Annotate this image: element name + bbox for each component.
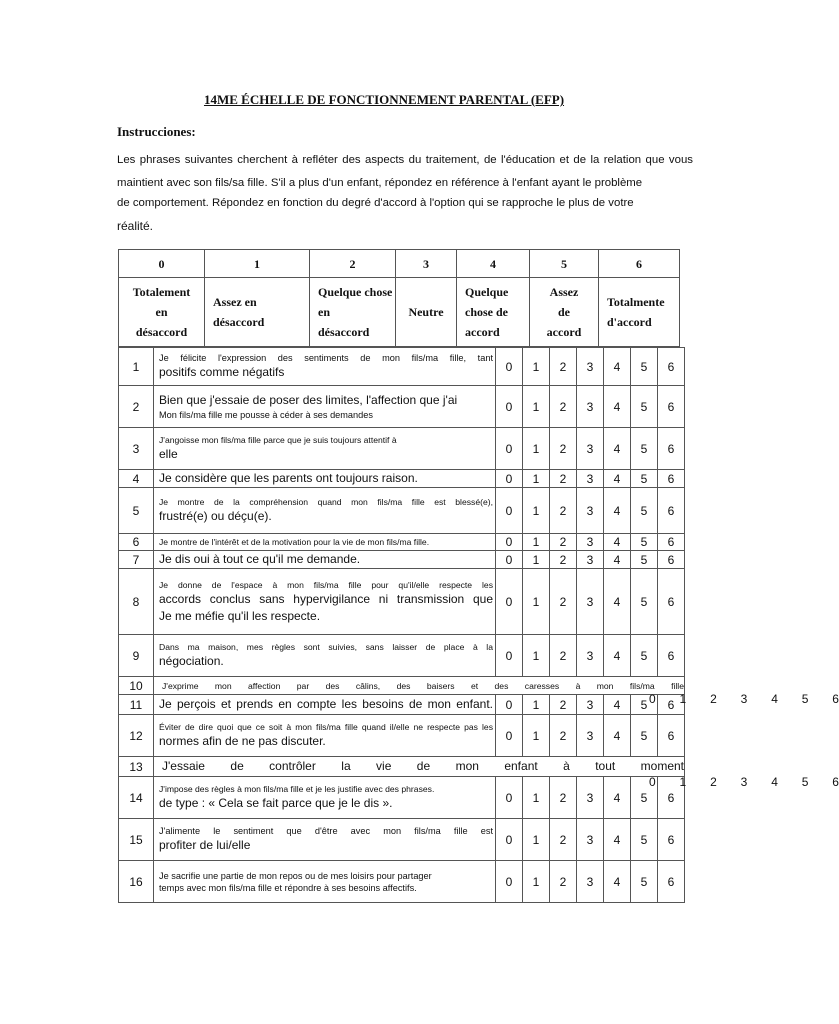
item-number: 11 <box>119 695 154 715</box>
item-statement: J'impose des règles à mon fils/ma fille et je les justifie avec des phrases. de type : « Cela se fait parce que je le dis ». <box>154 777 496 819</box>
item-statement: Je sacrifie une partie de mon repos ou de mes loisirs pour partager temps avec mon fils/ma fille et répondre à ses besoins affectifs. <box>154 861 496 903</box>
response-option-4[interactable]: 4 <box>604 695 631 715</box>
response-option-0[interactable]: 0 <box>496 777 523 819</box>
table-row <box>119 348 685 386</box>
response-option-6[interactable]: 6 <box>658 861 685 903</box>
item-number: 4 <box>119 470 154 488</box>
instructions-heading: Instrucciones: <box>117 124 196 139</box>
response-option-2[interactable]: 2 <box>550 569 577 635</box>
response-option-1[interactable]: 1 <box>523 861 550 903</box>
response-option-2[interactable]: 2 <box>550 695 577 715</box>
item-number: 13 <box>119 757 154 777</box>
item-statement: J'essaie de contrôler la vie de mon enfant à tout moment 0 1 2 3 4 5 6 <box>154 757 685 777</box>
item-number: 3 <box>119 428 154 470</box>
response-option-3[interactable]: 3 <box>577 861 604 903</box>
intro-line-4: réalité. <box>117 219 154 233</box>
scale-label-4: Quelque chose de accord <box>457 278 530 347</box>
response-option-0[interactable]: 0 <box>496 348 523 386</box>
item-number: 16 <box>119 861 154 903</box>
response-option-4[interactable]: 4 <box>604 715 631 757</box>
item-number: 6 <box>119 534 154 551</box>
response-option-0[interactable]: 0 <box>496 488 523 534</box>
scale-value: 2 <box>310 250 396 278</box>
table-row <box>119 715 685 757</box>
scale-label-0: Totalement en désaccord <box>119 278 205 347</box>
item-statement: Je félicite l'expression des sentiments de mon fils/ma fille, tant positifs comme négatifs <box>154 348 496 386</box>
table-row <box>119 819 685 861</box>
table-row <box>119 777 685 819</box>
response-option-5[interactable]: 5 <box>631 428 658 470</box>
response-option-1[interactable]: 1 <box>523 777 550 819</box>
scale-label-3: Neutre <box>396 278 457 347</box>
response-option-2[interactable]: 2 <box>550 861 577 903</box>
response-option-1[interactable]: 1 <box>523 695 550 715</box>
response-option-4[interactable]: 4 <box>604 551 631 569</box>
response-option-2[interactable]: 2 <box>550 715 577 757</box>
item-statement: Éviter de dire quoi que ce soit à mon fils/ma fille quand il/elle ne respecte pas les normes afin de ne pas discuter. <box>154 715 496 757</box>
response-option-2[interactable]: 2 <box>550 428 577 470</box>
response-option-3[interactable]: 3 <box>577 569 604 635</box>
item-statement: Je donne de l'espace à mon fils/ma fille pour qu'il/elle respecte les accords conclus sans hypervigilance ni transmission que Je me méfie qu'il les respecte. <box>154 569 496 635</box>
response-option-6[interactable]: 6 <box>658 348 685 386</box>
scale-value: 4 <box>457 250 530 278</box>
response-option-6[interactable]: 6 <box>658 569 685 635</box>
response-option-0[interactable]: 0 <box>496 819 523 861</box>
scale-value: 0 <box>119 250 205 278</box>
scale-label-2: Quelque chose en désaccord <box>310 278 396 347</box>
item-number: 2 <box>119 386 154 428</box>
item-statement: J'angoisse mon fils/ma fille parce que je suis toujours attentif à elle <box>154 428 496 470</box>
response-option-4[interactable]: 4 <box>604 569 631 635</box>
response-option-0[interactable]: 0 <box>496 534 523 551</box>
inline-response-options: 0 1 2 3 4 5 6 <box>649 691 839 706</box>
response-option-0[interactable]: 0 <box>496 695 523 715</box>
item-statement: Je dis oui à tout ce qu'il me demande. <box>154 551 496 569</box>
response-option-5[interactable]: 5 <box>631 715 658 757</box>
response-option-3[interactable]: 3 <box>577 488 604 534</box>
document-title: 14ME ÉCHELLE DE FONCTIONNEMENT PARENTAL (EFP) <box>203 92 565 107</box>
item-number: 9 <box>119 635 154 677</box>
response-option-2[interactable]: 2 <box>550 551 577 569</box>
response-option-5[interactable]: 5 <box>631 386 658 428</box>
response-option-0[interactable]: 0 <box>496 428 523 470</box>
response-option-0[interactable]: 0 <box>496 715 523 757</box>
response-option-3[interactable]: 3 <box>577 386 604 428</box>
response-option-1[interactable]: 1 <box>523 715 550 757</box>
scale-value: 5 <box>530 250 599 278</box>
scale-value: 6 <box>599 250 680 278</box>
response-option-6[interactable]: 6 <box>658 695 685 715</box>
response-option-3[interactable]: 3 <box>577 635 604 677</box>
response-option-0[interactable]: 0 <box>496 470 523 488</box>
scale-value: 3 <box>396 250 457 278</box>
item-number: 8 <box>119 569 154 635</box>
scale-legend-table <box>118 249 680 347</box>
response-option-5[interactable]: 5 <box>631 635 658 677</box>
response-option-2[interactable]: 2 <box>550 386 577 428</box>
response-option-3[interactable]: 3 <box>577 551 604 569</box>
response-option-1[interactable]: 1 <box>523 428 550 470</box>
response-option-4[interactable]: 4 <box>604 386 631 428</box>
item-statement: J'exprime mon affection par des câlins, des baisers et des caresses à mon fils/ma fille 0 1 2 3 4 5 6 <box>154 677 685 695</box>
response-option-5[interactable]: 5 <box>631 819 658 861</box>
response-option-1[interactable]: 1 <box>523 386 550 428</box>
item-number: 14 <box>119 777 154 819</box>
response-option-3[interactable]: 3 <box>577 348 604 386</box>
item-statement: Je montre de la compréhension quand mon fils/ma fille est blessé(e), frustré(e) ou déçu(e). <box>154 488 496 534</box>
response-option-3[interactable]: 3 <box>577 470 604 488</box>
item-statement: Je considère que les parents ont toujours raison. <box>154 470 496 488</box>
response-option-2[interactable]: 2 <box>550 470 577 488</box>
response-option-1[interactable]: 1 <box>523 635 550 677</box>
items-table <box>118 347 839 903</box>
table-row <box>119 757 685 777</box>
response-option-2[interactable]: 2 <box>550 348 577 386</box>
intro-line-1: Les phrases suivantes cherchent à refléter des aspects du traitement, de l'éducation et de la relation que vous <box>117 154 693 166</box>
table-row <box>119 534 685 551</box>
response-option-5[interactable]: 5 <box>631 569 658 635</box>
response-option-4[interactable]: 4 <box>604 428 631 470</box>
response-option-4[interactable]: 4 <box>604 348 631 386</box>
response-option-2[interactable]: 2 <box>550 777 577 819</box>
response-option-1[interactable]: 1 <box>523 348 550 386</box>
intro-line-2: maintient avec son fils/sa fille. S'il a plus d'un enfant, répondez en référence à l'enfant ayant le problème <box>117 177 643 189</box>
table-row <box>119 861 685 903</box>
scale-label-6: Totalmente d'accord <box>599 278 680 347</box>
response-option-6[interactable]: 6 <box>658 635 685 677</box>
response-option-3[interactable]: 3 <box>577 534 604 551</box>
table-row <box>119 635 685 677</box>
scale-value: 1 <box>205 250 310 278</box>
item-number: 5 <box>119 488 154 534</box>
response-option-6[interactable]: 6 <box>658 819 685 861</box>
item-statement: Dans ma maison, mes règles sont suivies, sans laisser de place à la négociation. <box>154 635 496 677</box>
response-option-0[interactable]: 0 <box>496 386 523 428</box>
table-row <box>119 695 685 715</box>
response-option-4[interactable]: 4 <box>604 777 631 819</box>
table-row <box>119 488 685 534</box>
scale-label-1: Assez en désaccord <box>205 278 310 347</box>
response-option-6[interactable]: 6 <box>658 488 685 534</box>
response-option-5[interactable]: 5 <box>631 777 658 819</box>
table-row <box>119 428 685 470</box>
response-option-0[interactable]: 0 <box>496 569 523 635</box>
response-option-2[interactable]: 2 <box>550 819 577 861</box>
response-option-0[interactable]: 0 <box>496 635 523 677</box>
response-option-4[interactable]: 4 <box>604 635 631 677</box>
table-row <box>119 551 685 569</box>
item-number: 15 <box>119 819 154 861</box>
intro-line-3: de comportement. Répondez en fonction du degré d'accord à l'option qui se rapproche le plus de votre <box>117 197 634 209</box>
response-option-5[interactable]: 5 <box>631 551 658 569</box>
table-row <box>119 677 685 695</box>
response-option-5[interactable]: 5 <box>631 470 658 488</box>
response-option-3[interactable]: 3 <box>577 695 604 715</box>
response-option-1[interactable]: 1 <box>523 488 550 534</box>
response-option-6[interactable]: 6 <box>658 534 685 551</box>
response-option-6[interactable]: 6 <box>658 428 685 470</box>
response-option-6[interactable]: 6 <box>658 386 685 428</box>
response-option-2[interactable]: 2 <box>550 635 577 677</box>
response-option-4[interactable]: 4 <box>604 488 631 534</box>
response-option-3[interactable]: 3 <box>577 428 604 470</box>
response-option-4[interactable]: 4 <box>604 861 631 903</box>
response-option-1[interactable]: 1 <box>523 569 550 635</box>
response-option-4[interactable]: 4 <box>604 534 631 551</box>
item-number: 12 <box>119 715 154 757</box>
scale-label-5: Assez de accord <box>530 278 599 347</box>
table-row <box>119 569 685 635</box>
response-option-5[interactable]: 5 <box>631 348 658 386</box>
response-option-1[interactable]: 1 <box>523 470 550 488</box>
response-option-5[interactable]: 5 <box>631 488 658 534</box>
response-option-4[interactable]: 4 <box>604 470 631 488</box>
response-option-5[interactable]: 5 <box>631 695 658 715</box>
response-option-3[interactable]: 3 <box>577 819 604 861</box>
item-number: 1 <box>119 348 154 386</box>
response-option-4[interactable]: 4 <box>604 819 631 861</box>
table-row <box>119 386 685 428</box>
item-number: 10 <box>119 677 154 695</box>
response-option-2[interactable]: 2 <box>550 534 577 551</box>
response-option-1[interactable]: 1 <box>523 551 550 569</box>
response-option-0[interactable]: 0 <box>496 861 523 903</box>
item-statement: Je montre de l'intérêt et de la motivation pour la vie de mon fils/ma fille. <box>154 534 496 551</box>
item-statement: Bien que j'essaie de poser des limites, l'affection que j'ai Mon fils/ma fille me pousse à céder à ses demandes <box>154 386 496 428</box>
response-option-1[interactable]: 1 <box>523 819 550 861</box>
response-option-5[interactable]: 5 <box>631 534 658 551</box>
item-statement: J'alimente le sentiment que d'être avec mon fils/ma fille est profiter de lui/elle <box>154 819 496 861</box>
table-row <box>119 470 685 488</box>
response-option-1[interactable]: 1 <box>523 534 550 551</box>
response-option-3[interactable]: 3 <box>577 777 604 819</box>
inline-response-options: 0 1 2 3 4 5 6 <box>649 775 839 789</box>
response-option-6[interactable]: 6 <box>658 470 685 488</box>
response-option-5[interactable]: 5 <box>631 861 658 903</box>
response-option-2[interactable]: 2 <box>550 488 577 534</box>
response-option-6[interactable]: 6 <box>658 715 685 757</box>
response-option-6[interactable]: 6 <box>658 551 685 569</box>
item-number: 7 <box>119 551 154 569</box>
response-option-3[interactable]: 3 <box>577 715 604 757</box>
item-statement: Je perçois et prends en compte les besoins de mon enfant. <box>154 695 496 715</box>
response-option-6[interactable]: 6 <box>658 777 685 819</box>
response-option-0[interactable]: 0 <box>496 551 523 569</box>
